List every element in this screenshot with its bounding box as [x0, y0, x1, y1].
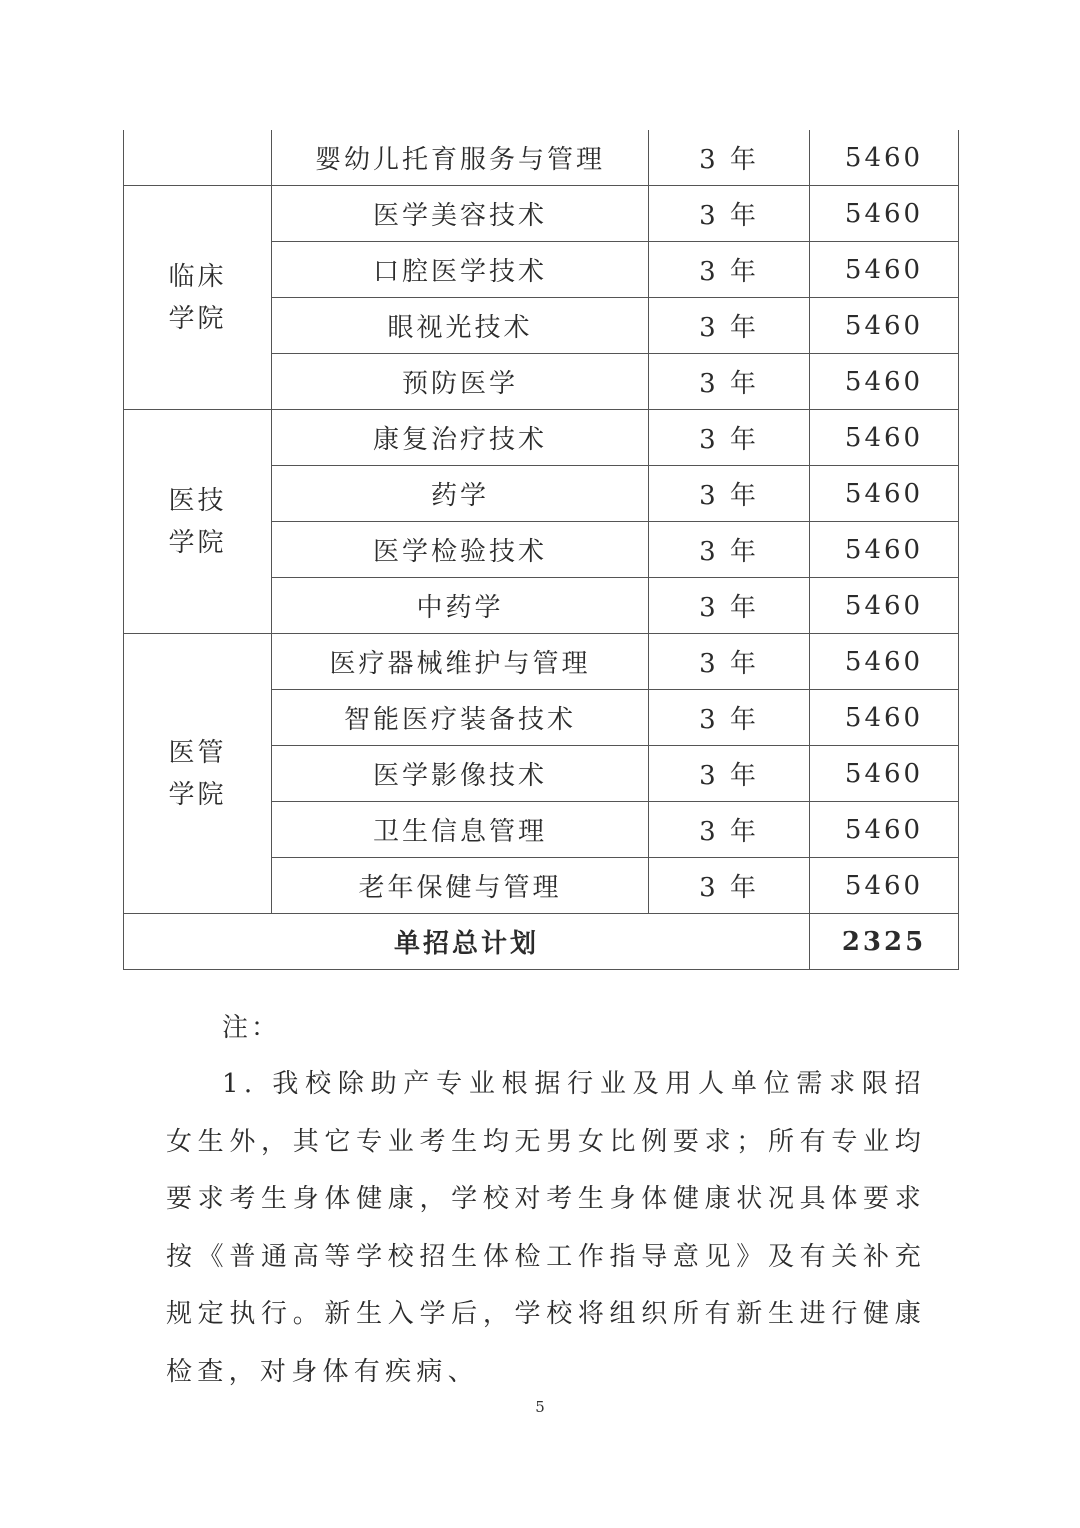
college-name-line2: 学院	[168, 303, 227, 334]
tuition-cell: 5460	[810, 858, 959, 914]
tuition-cell: 5460	[810, 466, 959, 522]
major-cell: 口腔医学技术	[272, 242, 649, 298]
note-item-1: 1. 我校除助产专业根据行业及用人单位需求限招女生外，其它专业考生均无男女比例要求；所有专业均要求考生身体健康，学校对考生身体健康状况具体要求按《普通高等学校招生体检工作指导意见》及有关补充规定执行。新生入学后，学校将组织所有新生进行健康检查，对身体有疾病、	[166, 1069, 926, 1387]
duration-cell: 3 年	[649, 634, 810, 690]
total-value: 2325	[810, 914, 959, 970]
major-cell: 老年保健与管理	[272, 858, 649, 914]
duration-cell: 3 年	[649, 354, 810, 410]
college-name-line2: 学院	[168, 779, 227, 810]
college-name-line1: 医管	[168, 737, 227, 768]
tuition-cell: 5460	[810, 186, 959, 242]
duration-cell: 3 年	[649, 130, 810, 186]
major-cell: 康复治疗技术	[272, 410, 649, 466]
major-cell: 卫生信息管理	[272, 802, 649, 858]
college-name-line2: 学院	[168, 527, 227, 558]
tuition-cell: 5460	[810, 242, 959, 298]
notes-heading: 注：	[222, 1013, 281, 1043]
major-cell: 中药学	[272, 578, 649, 634]
duration-cell: 3 年	[649, 242, 810, 298]
tuition-cell: 5460	[810, 746, 959, 802]
tuition-cell: 5460	[810, 690, 959, 746]
table-row	[124, 634, 959, 690]
major-cell: 医学影像技术	[272, 746, 649, 802]
duration-cell: 3 年	[649, 858, 810, 914]
major-cell: 婴幼儿托育服务与管理	[272, 130, 649, 186]
college-cell	[124, 410, 272, 634]
college-name-line1: 临床	[168, 261, 227, 292]
enrollment-plan-table	[123, 130, 959, 970]
duration-cell: 3 年	[649, 690, 810, 746]
total-row	[124, 914, 959, 970]
table-row	[124, 410, 959, 466]
major-cell: 预防医学	[272, 354, 649, 410]
major-cell: 药学	[272, 466, 649, 522]
tuition-cell: 5460	[810, 522, 959, 578]
duration-cell: 3 年	[649, 298, 810, 354]
major-cell: 眼视光技术	[272, 298, 649, 354]
duration-cell: 3 年	[649, 466, 810, 522]
page-number: 5	[535, 1398, 545, 1416]
tuition-cell: 5460	[810, 298, 959, 354]
duration-cell: 3 年	[649, 410, 810, 466]
duration-cell: 3 年	[649, 746, 810, 802]
major-cell: 医学检验技术	[272, 522, 649, 578]
duration-cell: 3 年	[649, 522, 810, 578]
tuition-cell: 5460	[810, 578, 959, 634]
duration-cell: 3 年	[649, 802, 810, 858]
tuition-cell: 5460	[810, 634, 959, 690]
major-cell: 智能医疗装备技术	[272, 690, 649, 746]
college-cell-continued	[124, 130, 272, 186]
tuition-cell: 5460	[810, 410, 959, 466]
college-cell	[124, 186, 272, 410]
duration-cell: 3 年	[649, 186, 810, 242]
total-label: 单招总计划	[124, 914, 810, 970]
tuition-cell: 5460	[810, 802, 959, 858]
major-cell: 医疗器械维护与管理	[272, 634, 649, 690]
tuition-cell: 5460	[810, 130, 959, 186]
table-row	[124, 186, 959, 242]
college-name-line1: 医技	[168, 485, 227, 516]
table-row	[124, 130, 959, 186]
college-cell	[124, 634, 272, 914]
major-cell: 医学美容技术	[272, 186, 649, 242]
tuition-cell: 5460	[810, 354, 959, 410]
duration-cell: 3 年	[649, 578, 810, 634]
